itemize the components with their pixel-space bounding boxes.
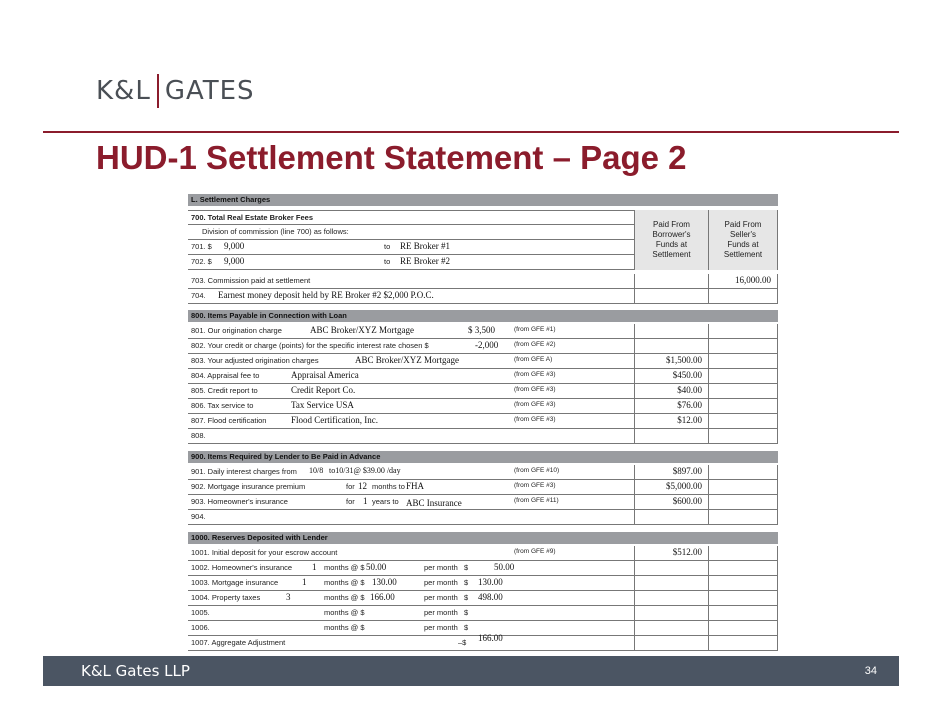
line-1001: 1001. Initial deposit for your escrow account (from GFE #9) $512.00 xyxy=(188,546,778,561)
line-704: 704. Earnest money deposit held by RE Broker #2 $2,000 P.O.C. xyxy=(188,289,778,304)
section-800-header: 800. Items Payable in Connection with Loan xyxy=(188,310,778,322)
line-701: 701. $ 9,000 to RE Broker #1 xyxy=(188,240,634,255)
section-900-header: 900. Items Required by Lender to Be Paid in Advance xyxy=(188,451,778,463)
col-borrower-header: Paid From Borrower's Funds at Settlement xyxy=(634,210,708,270)
line-808: 808. xyxy=(188,429,778,444)
line-1005: 1005. months @ $ per month $ xyxy=(188,606,778,621)
hud1-form xyxy=(188,194,778,650)
footer-bar xyxy=(43,656,899,686)
line-703: 703. Commission paid at settlement 16,000.00 xyxy=(188,274,778,289)
line-801: 801. Our origination charge ABC Broker/XYZ Mortgage $ 3,500 (from GFE #1) xyxy=(188,324,778,339)
line-700-division: Division of commission (line 700) as follows: xyxy=(188,225,634,240)
line-806: 806. Tax service to Tax Service USA (from GFE #3) $76.00 xyxy=(188,399,778,414)
logo-right: GATES xyxy=(164,76,255,106)
line-1004: 1004. Property taxes 3 months @ $ 166.00 per month $ 498.00 xyxy=(188,591,778,606)
line-700: 700. Total Real Estate Broker Fees xyxy=(188,210,634,225)
line-702: 702. $ 9,000 to RE Broker #2 xyxy=(188,255,634,270)
title-rule xyxy=(43,131,899,133)
line-804: 804. Appraisal fee to Appraisal America (from GFE #3) $450.00 xyxy=(188,369,778,384)
line-1007: 1007. Aggregate Adjustment –$ 166.00 xyxy=(188,636,778,651)
line-901: 901. Daily interest charges from 10/8 to10/31@ $39.00 /day (from GFE #10) $897.00 xyxy=(188,465,778,480)
line-802: 802. Your credit or charge (points) for the specific interest rate chosen $ -2,000 (from GFE #2) xyxy=(188,339,778,354)
line-903: 903. Homeowner's insurance for 1 years to ABC Insurance (from GFE #11) $600.00 xyxy=(188,495,778,510)
line-805: 805. Credit report to Credit Report Co. (from GFE #3) $40.00 xyxy=(188,384,778,399)
slide-title: HUD-1 Settlement Statement – Page 2 xyxy=(96,139,687,176)
section-l-header: L. Settlement Charges xyxy=(188,194,778,206)
kl-gates-logo xyxy=(96,74,255,108)
line-1002: 1002. Homeowner's insurance 1 months @ $ 50.00 per month $ 50.00 xyxy=(188,561,778,576)
logo-divider xyxy=(157,74,159,108)
line-1006: 1006. months @ $ per month $ xyxy=(188,621,778,636)
line-807: 807. Flood certification Flood Certification, Inc. (from GFE #3) $12.00 xyxy=(188,414,778,429)
line-904: 904. xyxy=(188,510,778,525)
page-number: 34 xyxy=(864,665,877,677)
line-902: 902. Mortgage insurance premium for 12 months to FHA (from GFE #3) $5,000.00 xyxy=(188,480,778,495)
line-703-seller: 16,000.00 xyxy=(735,275,771,285)
line-1003: 1003. Mortgage insurance 1 months @ $ 130.00 per month $ 130.00 xyxy=(188,576,778,591)
col-seller-header: Paid From Seller's Funds at Settlement xyxy=(708,210,778,270)
section-1000-header: 1000. Reserves Deposited with Lender xyxy=(188,532,778,544)
logo-left: K&L xyxy=(96,76,151,106)
footer-firm-name: K&L Gates LLP xyxy=(81,662,190,680)
line-803: 803. Your adjusted origination charges ABC Broker/XYZ Mortgage (from GFE A) $1,500.00 xyxy=(188,354,778,369)
